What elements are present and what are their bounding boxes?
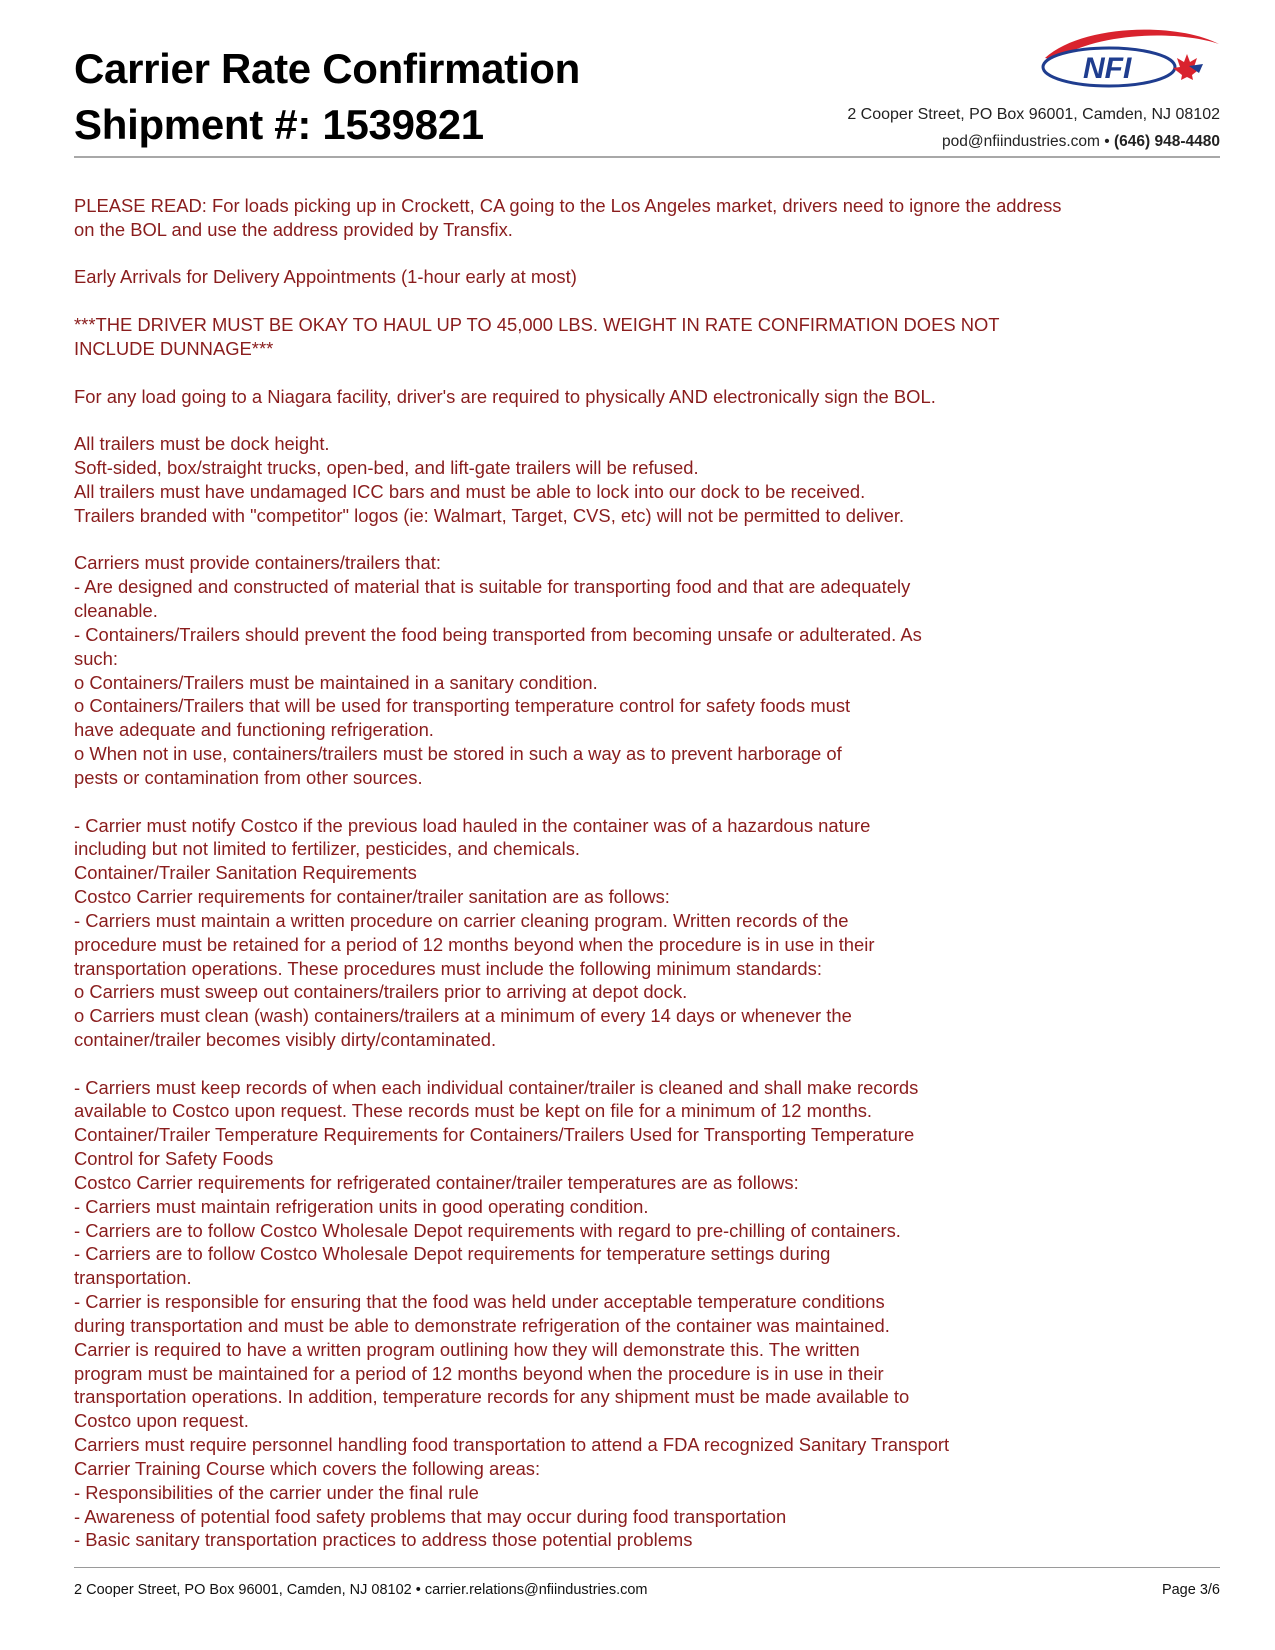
blank-line <box>74 1052 1224 1076</box>
body-line: Carrier Training Course which covers the following areas: <box>74 1457 541 1479</box>
footer-contact: 2 Cooper Street, PO Box 96001, Camden, NJ 08102 • carrier.relations@nfiindustries.com <box>74 1582 648 1598</box>
body-line: For any load going to a Niagara facility, driver's are required to physically AND electronically sign the BOL. <box>74 385 936 407</box>
body-line: Carrier is required to have a written program outlining how they will demonstrate this. The written <box>74 1338 860 1360</box>
body-line: including but not limited to fertilizer, pesticides, and chemicals. <box>74 838 580 860</box>
body-line: available to Costco upon request. These records must be kept on file for a minimum of 12 months. <box>74 1100 873 1122</box>
page-number: Page 3/6 <box>1161 1582 1220 1598</box>
document-title: Carrier Rate Confirmation <box>74 45 580 92</box>
body-line: - Carriers must maintain refrigeration units in good operating condition. <box>74 1195 649 1217</box>
body-line: Trailers branded with "competitor" logos (ie: Walmart, Target, CVS, etc) will not be permitted to deliver. <box>74 504 905 526</box>
body-line: transportation. <box>74 1267 192 1289</box>
body-line: program must be maintained for a period of 12 months beyond when the procedure is in use in their <box>74 1362 884 1384</box>
header-phone: (646) 948-4480 <box>1114 133 1220 150</box>
body-line: transportation operations. These procedures must include the following minimum standards: <box>74 957 822 979</box>
logo-text: NFI <box>1083 52 1132 85</box>
body-line: ***THE DRIVER MUST BE OKAY TO HAUL UP TO 45,000 LBS. WEIGHT IN RATE CONFIRMATION DOES NOT <box>74 314 1000 336</box>
body-line: on the BOL and use the address provided by Transfix. <box>74 218 513 240</box>
body-line: - Carrier is responsible for ensuring that the food was held under acceptable temperature conditions <box>74 1291 885 1313</box>
body-line: - Responsibilities of the carrier under the final rule <box>74 1481 479 1503</box>
body-line: - Carriers must keep records of when each individual container/trailer is cleaned and shall make records <box>74 1076 919 1098</box>
body-line: o Carriers must sweep out containers/trailers prior to arriving at depot dock. <box>74 981 688 1003</box>
body-line: cleanable. <box>74 600 158 622</box>
blank-line <box>74 361 1224 385</box>
body-line: Carriers must require personnel handling food transportation to attend a FDA recognized Sanitary Transport <box>74 1434 950 1456</box>
body-line: All trailers must have undamaged ICC bars and must be able to lock into our dock to be received. <box>74 480 866 502</box>
body-line: Control for Safety Foods <box>74 1148 274 1170</box>
footer-divider <box>74 1567 1220 1568</box>
blank-line <box>74 408 1224 432</box>
header-contact <box>942 134 1220 150</box>
blank-line <box>74 790 1224 814</box>
body-line: o Containers/Trailers must be maintained in a sanitary condition. <box>74 671 598 693</box>
separator-dot: • <box>1104 133 1110 150</box>
body-line: PLEASE READ: For loads picking up in Crockett, CA going to the Los Angeles market, drivers need to ignore the address <box>74 195 1062 216</box>
body-line: Soft-sided, box/straight trucks, open-bed, and lift-gate trailers will be refused. <box>74 457 699 479</box>
blank-line <box>74 289 1224 313</box>
body-line: Costco Carrier requirements for refrigerated container/trailer temperatures are as follows: <box>74 1171 799 1193</box>
body-line: Container/Trailer Temperature Requirements for Containers/Trailers Used for Transporting Temperature <box>74 1124 915 1146</box>
blank-line <box>74 528 1224 552</box>
body-line: - Carriers are to follow Costco Wholesale Depot requirements with regard to pre-chilling of containers. <box>74 1219 901 1241</box>
body-line: - Awareness of potential food safety problems that may occur during food transportation <box>74 1505 787 1527</box>
body-line: Costco Carrier requirements for container/trailer sanitation are as follows: <box>74 886 670 908</box>
body-line: Carriers must provide containers/trailers that: <box>74 552 441 574</box>
body-line: - Containers/Trailers should prevent the food being transported from becoming unsafe or adulterated. As <box>74 623 922 645</box>
header-email[interactable]: pod@nfiindustries.com <box>942 133 1100 150</box>
body-line: during transportation and must be able to demonstrate refrigeration of the container was maintained. <box>74 1314 890 1336</box>
body-line: procedure must be retained for a period of 12 months beyond when the procedure is in use in their <box>74 933 875 955</box>
body-line: - Carrier must notify Costco if the previous load hauled in the container was of a hazardous nature <box>74 814 871 836</box>
body-line: container/trailer becomes visibly dirty/contaminated. <box>74 1028 497 1050</box>
header-address: 2 Cooper Street, PO Box 96001, Camden, NJ 08102 <box>847 106 1220 123</box>
body-line: - Are designed and constructed of material that is suitable for transporting food and that are adequately <box>74 576 911 598</box>
body-line: such: <box>74 647 118 669</box>
body-line: - Carriers must maintain a written procedure on carrier cleaning program. Written records of the <box>74 909 849 931</box>
body-line: Costco upon request. <box>74 1410 249 1432</box>
body-line: pests or contamination from other sources. <box>74 766 423 788</box>
body-line: INCLUDE DUNNAGE*** <box>74 337 274 359</box>
nfi-logo <box>1027 20 1227 100</box>
body-line: Container/Trailer Sanitation Requirements <box>74 862 417 884</box>
body-line: o Carriers must clean (wash) containers/trailers at a minimum of every 14 days or whenever the <box>74 1005 852 1027</box>
body-line: o Containers/Trailers that will be used for transporting temperature control for safety foods must <box>74 695 851 717</box>
body-line: - Carriers are to follow Costco Wholesale Depot requirements for temperature settings during <box>74 1243 831 1265</box>
body-line: transportation operations. In addition, temperature records for any shipment must be made available to <box>74 1386 910 1408</box>
body-line: have adequate and functioning refrigeration. <box>74 719 434 741</box>
body-line: Early Arrivals for Delivery Appointments (1-hour early at most) <box>74 266 577 288</box>
blank-line <box>74 242 1224 266</box>
terms-body <box>74 194 1224 1552</box>
body-line: All trailers must be dock height. <box>74 433 330 455</box>
shipment-number: Shipment #: 1539821 <box>74 101 484 148</box>
body-line: - Basic sanitary transportation practices to address those potential problems <box>74 1529 693 1551</box>
body-line: o When not in use, containers/trailers must be stored in such a way as to prevent harborage of <box>74 743 842 765</box>
header-divider <box>74 156 1220 158</box>
